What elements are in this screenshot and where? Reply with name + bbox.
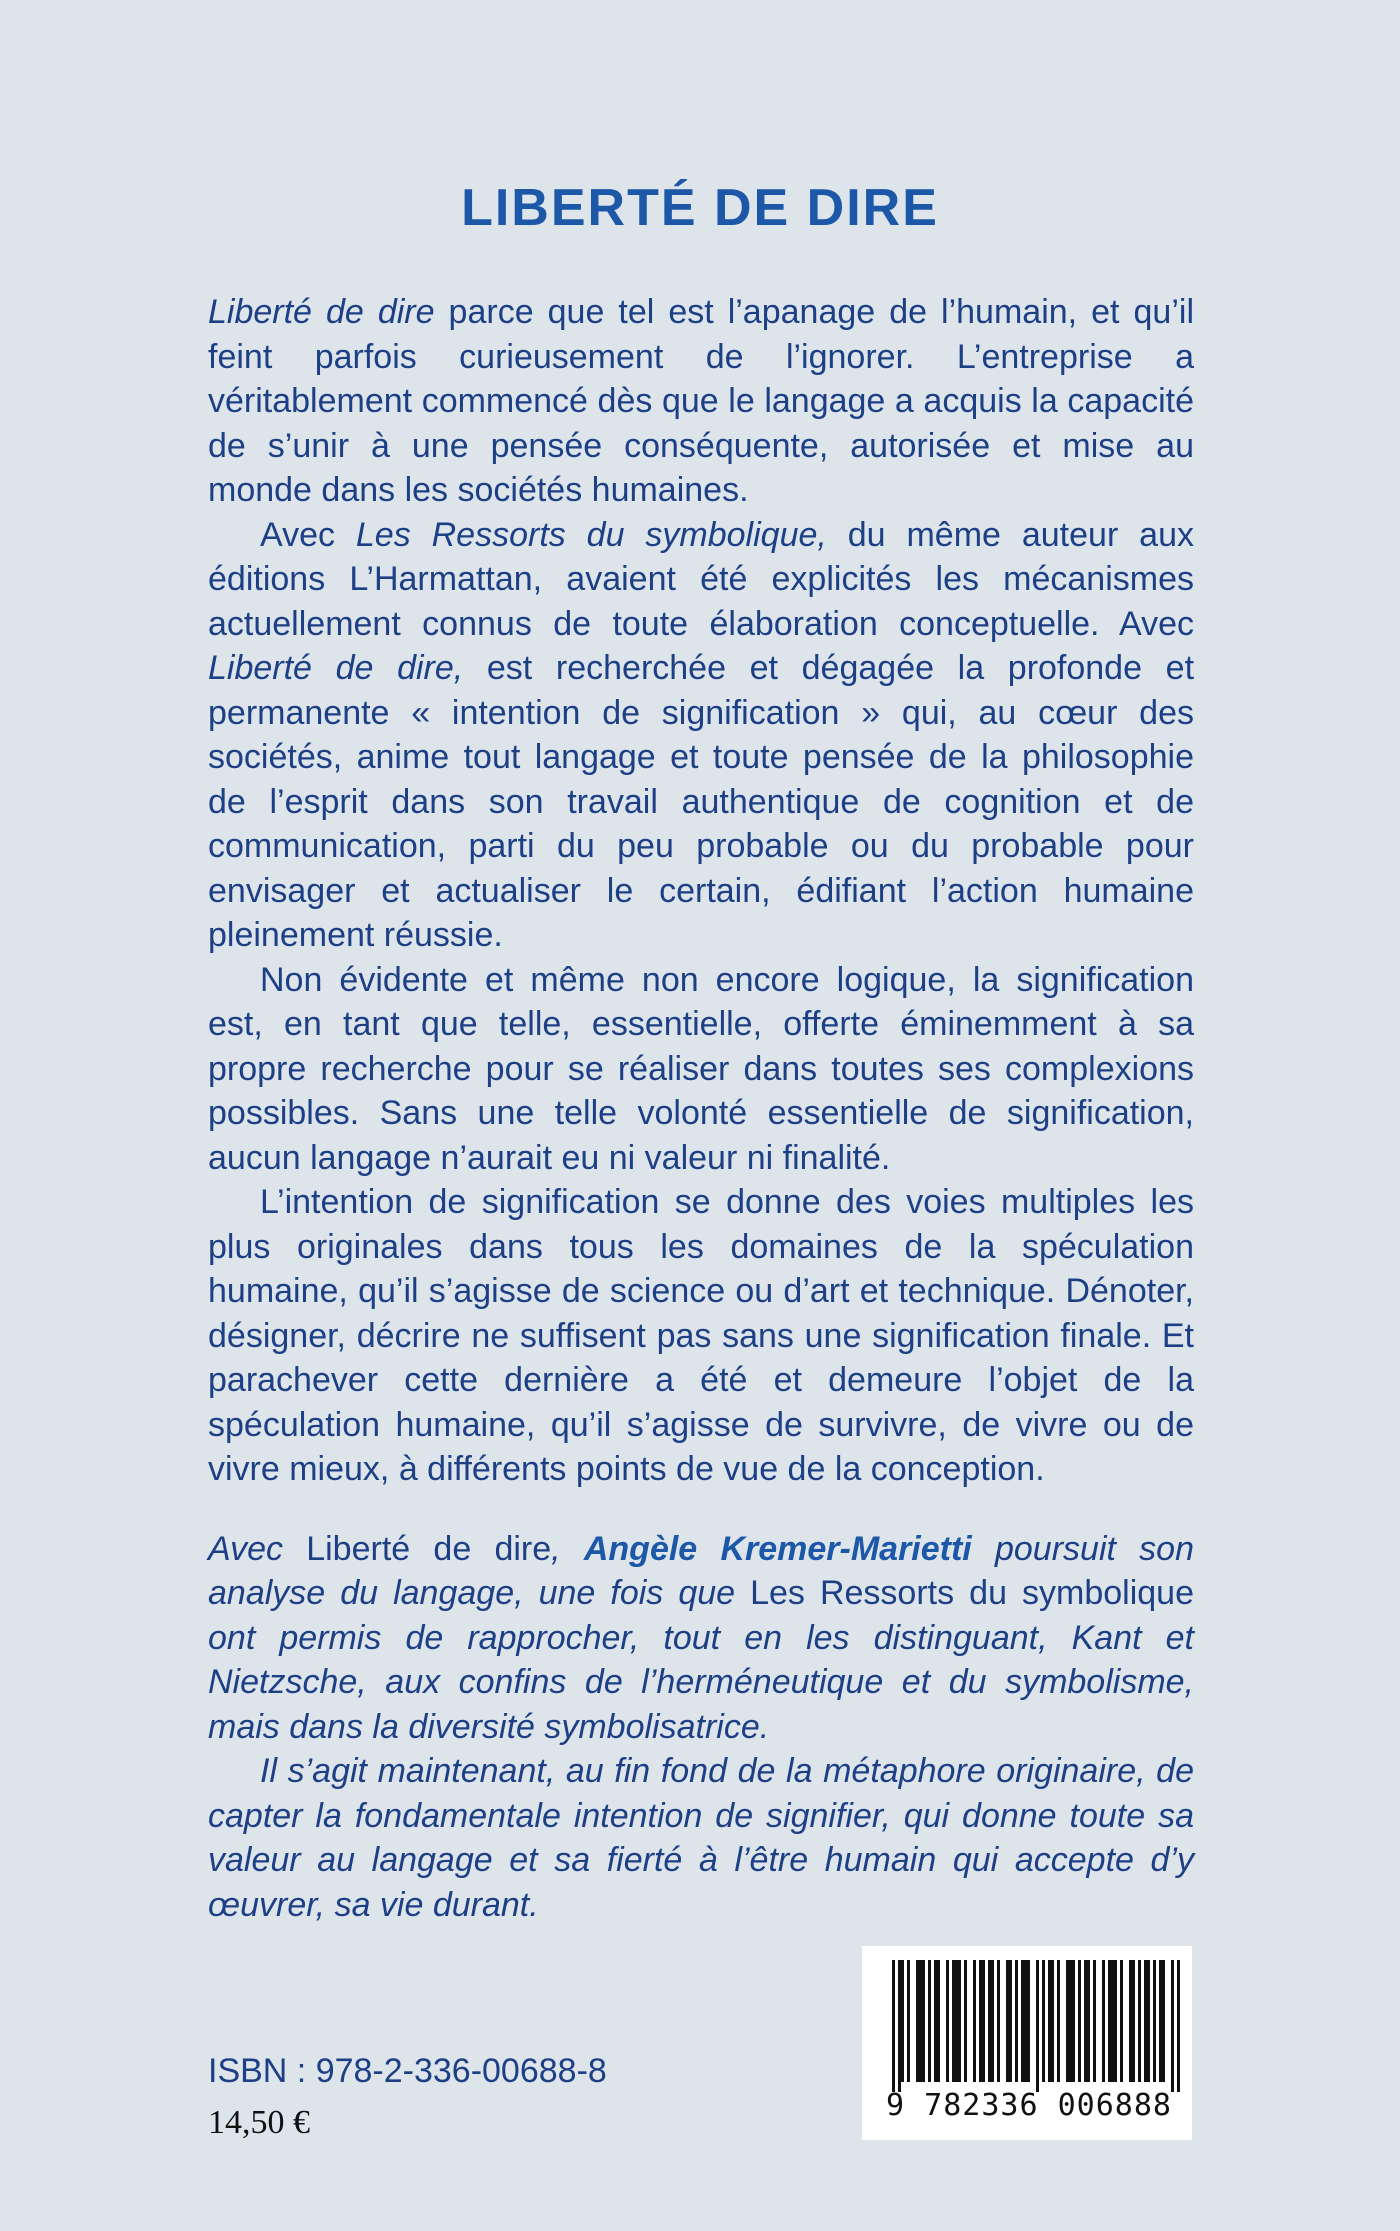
barcode-bar	[973, 1960, 976, 2082]
barcode-bar	[898, 1960, 901, 2092]
blurb-title-ressorts: Les Ressorts du symbolique	[750, 1574, 1194, 1612]
barcode-bar	[952, 1960, 955, 2082]
barcode-bar	[946, 1960, 949, 2082]
barcode-bar	[1015, 1960, 1018, 2082]
barcode-digits: 9 782336 006888	[886, 2088, 1172, 2123]
barcode-bar	[892, 1960, 895, 2092]
barcode-bar	[1162, 1960, 1165, 2082]
blurb-text-c: ,	[551, 1529, 584, 1568]
barcode-bar	[958, 1960, 961, 2082]
barcode-bar	[1159, 1960, 1162, 2082]
title-reference: Liberté de dire	[208, 293, 435, 331]
title-reference-liberte: Liberté de dire,	[208, 649, 464, 687]
barcode-bar	[1132, 1960, 1135, 2082]
back-cover-text	[208, 290, 1194, 1927]
barcode-bar	[991, 1960, 994, 2082]
barcode-bar	[1057, 1960, 1060, 2082]
spacer	[208, 1492, 1194, 1527]
barcode-bar	[1021, 1960, 1024, 2082]
paragraph-1	[208, 290, 1194, 513]
blurb-paragraph-1	[208, 1527, 1194, 1750]
barcode-bar	[1066, 1960, 1069, 2082]
barcode-bar	[916, 1960, 919, 2082]
barcode-bar	[1108, 1960, 1111, 2082]
paragraph-2-text-a: Avec	[260, 515, 356, 554]
barcode-bar	[1087, 1960, 1090, 2082]
barcode-bar	[964, 1960, 967, 2082]
barcode-bar	[1171, 1960, 1174, 2092]
barcode-bar	[1048, 1960, 1051, 2082]
barcode-bar	[1120, 1960, 1123, 2082]
barcode-bar	[1147, 1960, 1150, 2082]
barcode	[862, 1946, 1192, 2140]
author-name: Angèle Kremer-Marietti	[583, 1529, 972, 1568]
paragraph-2-text-e: est recherchée et dégagée la profonde et permanente « intention de signification » qui, au cœur des sociétés, anime tout langage et toute pensée de la philosophie de l’esprit dans son travail authentique de cognition et de communication, parti du peu probable ou du probable pour envisager et actualiser le certain, édifiant l’action humaine pleinement réussie.	[208, 649, 1195, 954]
isbn: ISBN : 978-2-336-00688-8	[208, 2052, 607, 2090]
blurb-title-liberte: Liberté de dire	[306, 1529, 552, 1568]
barcode-bar	[1042, 1960, 1045, 2082]
blurb-text-a: Avec	[208, 1529, 307, 1568]
title-reference-ressorts: Les Ressorts du symbolique,	[355, 515, 827, 554]
blurb-text-d: poursuit son analyse du langage, une fois que	[208, 1529, 1194, 1612]
barcode-bar	[988, 1960, 991, 2082]
paragraph-2-text-c: du même auteur aux éditions L’Harmattan, avaient été explicités les mécanismes actuellement connus de toute élaboration conceptuelle. Avec	[208, 515, 1195, 643]
author-blurb	[208, 1527, 1194, 1928]
barcode-bar	[955, 1960, 958, 2082]
barcode-bar	[1138, 1960, 1141, 2082]
barcode-bar	[1129, 1960, 1132, 2082]
barcode-bar	[1069, 1960, 1072, 2082]
barcode-bar	[997, 1960, 1000, 2082]
barcode-bar	[1093, 1960, 1096, 2082]
barcode-bar	[1051, 1960, 1054, 2082]
barcode-bar	[1111, 1960, 1114, 2082]
barcode-bar	[1027, 1960, 1030, 2082]
barcode-bar	[1072, 1960, 1075, 2082]
blurb-text-f: ont permis de rapprocher, tout en les distinguant, Kant et Nietzsche, aux confins de l’herméneutique et du symbolisme, mais dans la diversité symbolisatrice.	[208, 1618, 1194, 1746]
barcode-bar	[1024, 1960, 1027, 2082]
barcode-bar	[1036, 1960, 1039, 2092]
barcode-bar	[919, 1960, 922, 2082]
barcode-bar	[979, 1960, 982, 2082]
blurb-paragraph-2: Il s’agit maintenant, au fin fond de la métaphore originaire, de capter la fondamentale intention de signifier, qui donne toute sa valeur au langage et sa fierté à l’être humain qui accepte d’y œuvrer, sa vie durant.	[208, 1752, 1194, 1924]
paragraph-2	[208, 513, 1194, 958]
paragraph-3: Non évidente et même non encore logique, la signification est, en tant que telle, essentielle, offerte éminemment à sa propre recherche pour se réaliser dans toutes ses complexions possibles. Sans une telle volonté essentielle de signification, aucun langage n’aurait eu ni valeur ni finalité.	[208, 960, 1194, 1177]
barcode-bar	[901, 1960, 904, 2082]
barcode-bar	[934, 1960, 937, 2082]
barcode-bar	[982, 1960, 985, 2082]
barcode-bar	[1114, 1960, 1117, 2082]
price: 14,50 €	[208, 2104, 310, 2141]
barcode-bar	[1153, 1960, 1156, 2082]
book-title: LIBERTÉ DE DIRE	[461, 179, 939, 237]
barcode-bar	[907, 1960, 910, 2082]
barcode-bar	[928, 1960, 931, 2082]
barcode-bar	[937, 1960, 940, 2082]
barcode-bar	[1078, 1960, 1081, 2082]
barcode-bar	[1102, 1960, 1105, 2082]
barcode-bar	[1084, 1960, 1087, 2082]
paragraph-4: L’intention de signification se donne des voies multiples les plus originales dans tous les domaines de la spéculation humaine, qu’il s’agisse de science ou d’art et technique. Dénoter, désigner, décrire ne suffisent pas sans une signification finale. Et parachever cette dernière a été et demeure l’objet de la spéculation humaine, qu’il s’agisse de survivre, de vivre ou de vivre mieux, à différents points de vue de la conception.	[208, 1183, 1194, 1488]
barcode-bar	[922, 1960, 925, 2082]
paragraph-1-text: parce que tel est l’apanage de l’humain, et qu’il feint parfois curieusement de l’ignorer. L’entreprise a véritablement commencé dès que le langage a acquis la capacité de s’unir à une pensée conséquente, autorisée et mise au monde dans les sociétés humaines.	[208, 293, 1194, 509]
barcode-bar	[1009, 1960, 1012, 2082]
barcode-bar	[1177, 1960, 1180, 2092]
barcode-bar	[1144, 1960, 1147, 2082]
barcode-bar	[1006, 1960, 1009, 2082]
